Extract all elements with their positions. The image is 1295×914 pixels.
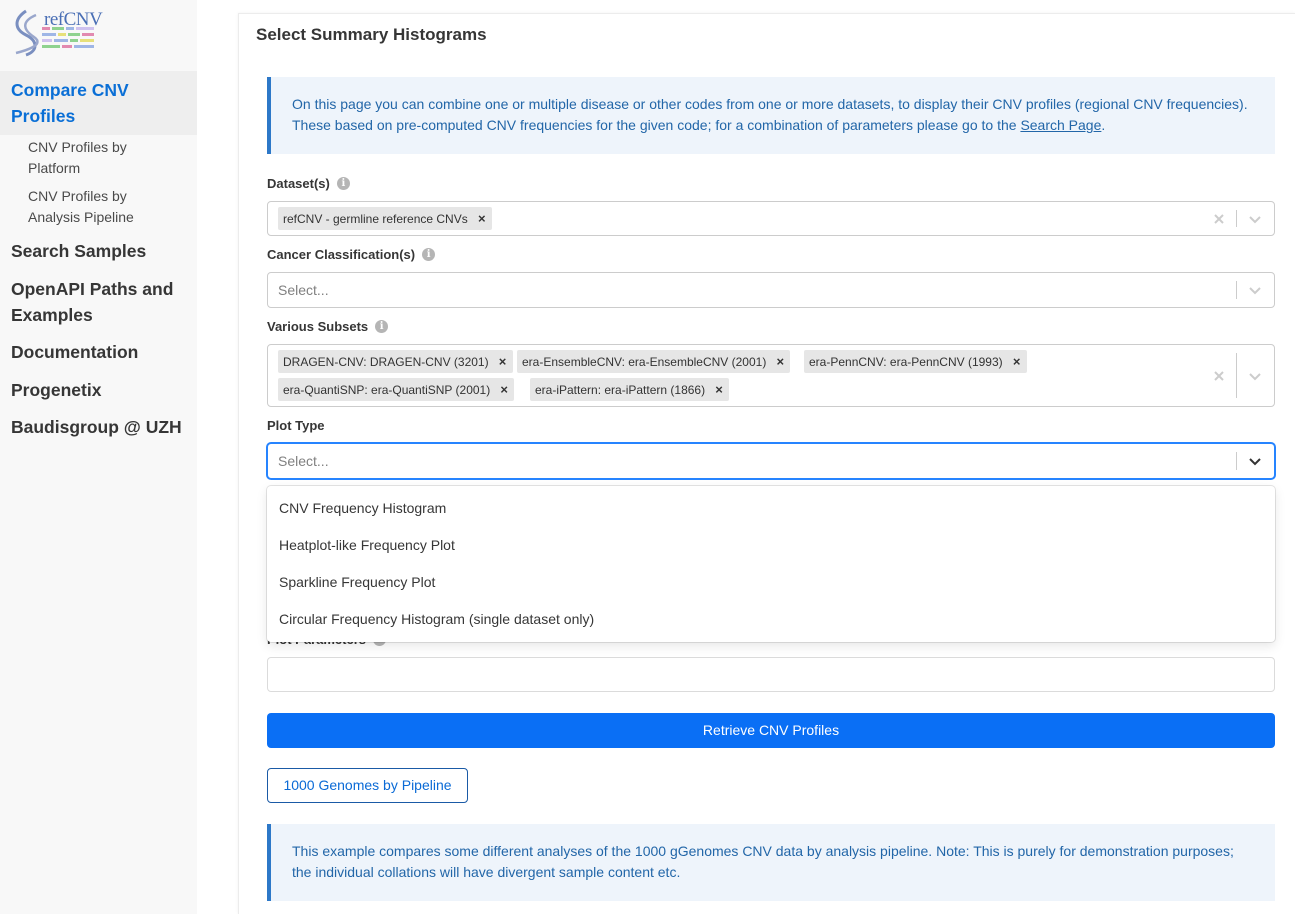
remove-chip-icon[interactable]: ×	[715, 382, 723, 397]
subset-chip	[517, 350, 790, 373]
dropdown-option[interactable]: Sparkline Frequency Plot	[279, 574, 436, 590]
subsets-label-text: Various Subsets	[267, 319, 369, 334]
nav-cnv-profiles-by-pipeline[interactable]: CNV Profiles by Analysis Pipeline	[28, 188, 134, 225]
retrieve-cnv-profiles-button[interactable]: Retrieve CNV Profiles	[267, 713, 1275, 748]
remove-chip-icon[interactable]: ×	[500, 382, 509, 397]
info-icon[interactable]: i	[422, 248, 435, 261]
nav-cnv-profiles-by-platform[interactable]: CNV Profiles by Platform	[28, 139, 127, 176]
chip-label: refCNV - germline reference CNVs	[283, 211, 468, 226]
select-separator	[1236, 281, 1237, 299]
plot-type-label	[267, 418, 325, 433]
plot-type-dropdown-menu	[267, 486, 1275, 642]
chip-label: era-QuantiSNP: era-QuantiSNP (2001)	[283, 382, 491, 397]
plot-type-label-text: Plot Type	[267, 418, 325, 433]
info-box	[267, 77, 1275, 154]
example-text: This example compares some different analyses of the 1000 gGenomes CNV data by analysis pipeline. Note: This is purely for demonstration purposes; the individual collations will have divergent sample content etc.	[292, 843, 1234, 880]
info-icon[interactable]: i	[337, 177, 350, 190]
subset-chip	[530, 378, 729, 401]
chip-label: DRAGEN-CNV: DRAGEN-CNV (3201)	[283, 354, 489, 369]
dropdown-option[interactable]: Heatplot-like Frequency Plot	[279, 537, 455, 553]
page-title: Select Summary Histograms	[256, 25, 487, 44]
chip-label: era-iPattern: era-iPattern (1866)	[535, 382, 706, 397]
logo-text: refCNV	[44, 9, 103, 30]
dropdown-option[interactable]: CNV Frequency Histogram	[279, 500, 447, 516]
chevron-down-icon[interactable]	[1246, 367, 1264, 385]
clear-icon[interactable]	[1212, 212, 1226, 226]
nav-documentation[interactable]: Documentation	[11, 342, 139, 362]
remove-chip-icon[interactable]: ×	[477, 211, 486, 226]
cancer-classification-label	[267, 247, 435, 262]
search-page-link[interactable]: Search Page	[1020, 117, 1102, 133]
remove-chip-icon[interactable]: ×	[498, 354, 507, 369]
select-placeholder: Select...	[278, 453, 329, 469]
chevron-down-icon[interactable]	[1246, 210, 1264, 228]
plot-type-select[interactable]	[267, 443, 1275, 479]
plot-parameters-input[interactable]	[267, 657, 1275, 692]
various-subsets-label	[267, 319, 388, 334]
example-info-box	[267, 824, 1275, 901]
refcnv-logo[interactable]	[12, 7, 102, 57]
chevron-down-icon[interactable]	[1246, 452, 1264, 470]
remove-chip-icon[interactable]: ×	[1012, 354, 1021, 369]
nav-compare-cnv-profiles[interactable]: Compare CNV Profiles	[11, 80, 129, 126]
cancer-label-text: Cancer Classification(s)	[267, 247, 416, 262]
remove-chip-icon[interactable]: ×	[776, 354, 785, 369]
various-subsets-select[interactable]	[267, 344, 1275, 407]
nav-openapi-paths[interactable]: OpenAPI Paths and Examples	[11, 279, 174, 325]
chip-label: era-EnsembleCNV: era-EnsembleCNV (2001)	[522, 354, 767, 369]
select-separator	[1236, 210, 1237, 227]
info-icon[interactable]: i	[375, 320, 388, 333]
subset-chip	[278, 350, 513, 373]
sidebar	[0, 0, 197, 914]
dropdown-option[interactable]: Circular Frequency Histogram (single dataset only)	[279, 611, 595, 627]
example-1000-genomes-button[interactable]: 1000 Genomes by Pipeline	[267, 768, 468, 803]
datasets-label	[267, 176, 350, 191]
chevron-down-icon[interactable]	[1246, 281, 1264, 299]
dataset-chip	[278, 207, 492, 230]
subset-chip	[804, 350, 1027, 373]
select-separator	[1236, 452, 1237, 470]
clear-icon[interactable]	[1212, 369, 1226, 383]
datasets-select[interactable]	[267, 201, 1275, 236]
info-text: On this page you can combine one or multiple disease or other codes from one or more datasets, to display their CNV profiles (regional CNV frequencies). These based on pre-computed CNV frequencies for the given code; for a combination of parameters please go to the	[292, 96, 1248, 133]
nav-search-samples[interactable]: Search Samples	[11, 241, 147, 261]
select-placeholder: Select...	[278, 282, 329, 298]
subset-chip	[278, 378, 514, 401]
chip-label: era-PennCNV: era-PennCNV (1993)	[809, 354, 1003, 369]
nav-progenetix[interactable]: Progenetix	[11, 380, 102, 400]
info-text-end: .	[1101, 117, 1106, 133]
nav-baudisgroup[interactable]: Baudisgroup @ UZH	[11, 417, 182, 437]
datasets-label-text: Dataset(s)	[267, 176, 330, 191]
cancer-classification-select[interactable]	[267, 272, 1275, 308]
select-separator	[1236, 353, 1237, 398]
